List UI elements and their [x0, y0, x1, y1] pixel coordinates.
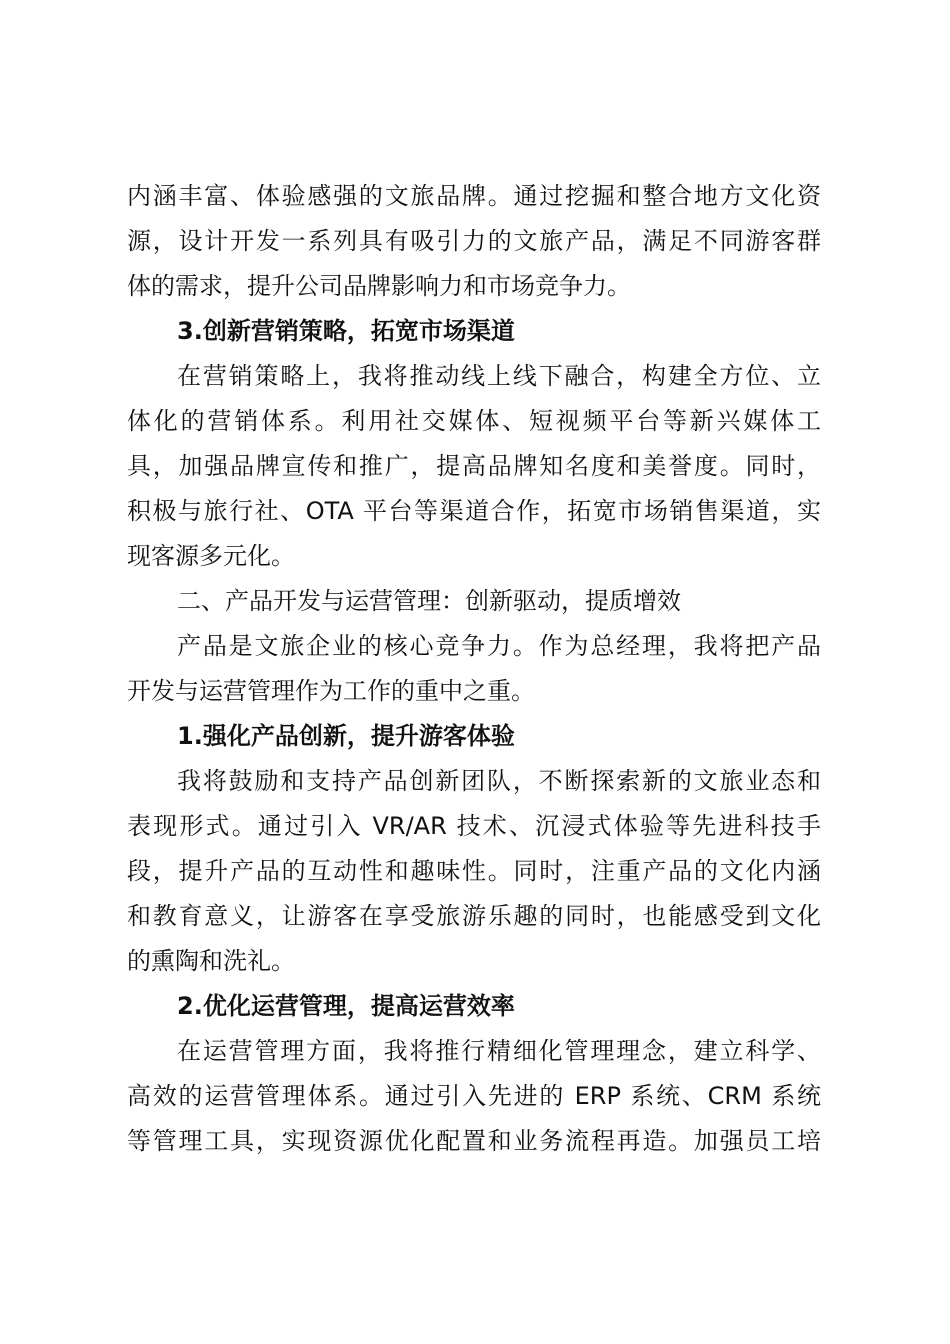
body-text-line [0, 896, 950, 936]
paragraph-text: 现客源多元化。 [127, 542, 295, 570]
heading-text: 2.优化运营管理，提高运营效率 [177, 992, 515, 1020]
paragraph-text: 产品是文旅企业的核心竞争力。作为总经理，我将把产品 [177, 632, 821, 660]
paragraph-continuation-text: 内涵丰富、体验感强的文旅品牌。通过挖掘和整合地方文化资 [127, 182, 821, 210]
paragraph-text: 和教育意义，让游客在享受旅游乐趣的同时，也能感受到文化 [127, 902, 821, 930]
body-text-line [0, 1121, 950, 1161]
body-text-line [0, 491, 950, 531]
paragraph-text: 表现形式。通过引入 VR/AR 技术、沉浸式体验等先进科技手 [127, 812, 821, 840]
body-text-line [0, 401, 950, 441]
paragraph-text: 的熏陶和洗礼。 [127, 947, 295, 975]
paragraph-text: 在运营管理方面，我将推行精细化管理理念，建立科学、 [177, 1037, 821, 1065]
paragraph-text: 等管理工具，实现资源优化配置和业务流程再造。加强员工培 [127, 1127, 821, 1155]
body-text-line [0, 626, 950, 666]
paragraph-text: 积极与旅行社、OTA 平台等渠道合作，拓宽市场销售渠道，实 [127, 497, 821, 525]
heading-text: 1.强化产品创新，提升游客体验 [177, 722, 515, 750]
body-text-line [0, 176, 950, 216]
paragraph-text: 开发与运营管理作为工作的重中之重。 [127, 677, 535, 705]
paragraph-text: 我将鼓励和支持产品创新团队，不断探索新的文旅业态和 [177, 767, 821, 795]
section-heading-3 [0, 311, 950, 351]
body-text-line [0, 446, 950, 486]
body-text-line [0, 536, 950, 576]
paragraph-text: 源，设计开发一系列具有吸引力的文旅产品，满足不同游客群 [127, 227, 821, 255]
paragraph-text: 具，加强品牌宣传和推广，提高品牌知名度和美誉度。同时， [127, 452, 821, 480]
heading-text: 3.创新营销策略，拓宽市场渠道 [177, 317, 515, 345]
section-heading-1 [0, 716, 950, 756]
paragraph-text: 体化的营销体系。利用社交媒体、短视频平台等新兴媒体工 [127, 407, 821, 435]
paragraph-text: 高效的运营管理体系。通过引入先进的 ERP 系统、CRM 系统 [127, 1082, 821, 1110]
paragraph-text: 段，提升产品的互动性和趣味性。同时，注重产品的文化内涵 [127, 857, 821, 885]
chapter-heading-2 [0, 581, 950, 621]
body-text-line [0, 761, 950, 801]
body-text-line [0, 941, 950, 981]
section-heading-2 [0, 986, 950, 1026]
body-text-line [0, 1076, 950, 1116]
body-text-line [0, 671, 950, 711]
body-text-line [0, 1031, 950, 1071]
paragraph-text: 在营销策略上，我将推动线上线下融合，构建全方位、立 [177, 362, 821, 390]
heading-text: 二、产品开发与运营管理：创新驱动，提质增效 [177, 587, 681, 615]
body-text-line [0, 266, 950, 306]
body-text-line [0, 806, 950, 846]
paragraph-text: 体的需求，提升公司品牌影响力和市场竞争力。 [127, 272, 631, 300]
body-text-line [0, 221, 950, 261]
body-text-line [0, 356, 950, 396]
body-text-line [0, 851, 950, 891]
